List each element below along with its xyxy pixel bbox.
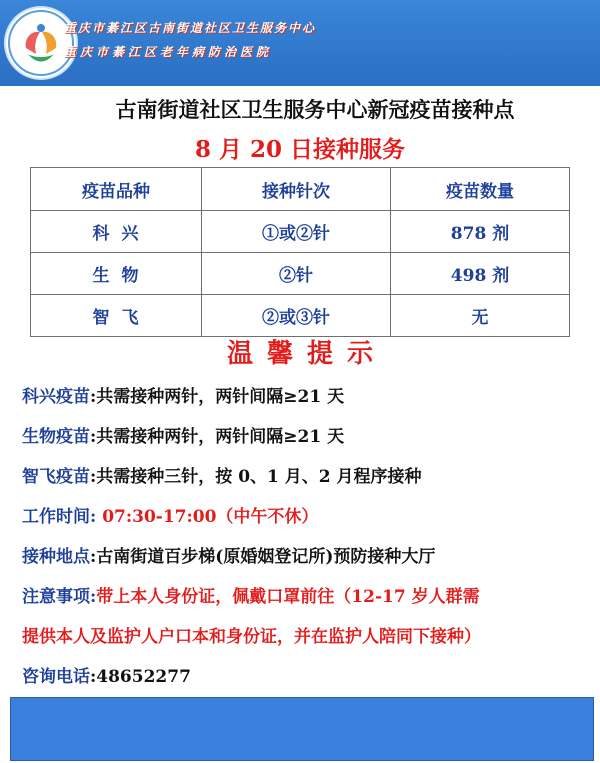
table-cell: ②或③针 xyxy=(202,295,391,337)
tips-heading: 温馨提示 xyxy=(226,339,387,369)
page-title: 古南街道社区卫生服务中心新冠疫苗接种点 xyxy=(115,97,515,122)
table-cell: 生物 xyxy=(31,253,202,295)
notice xyxy=(22,582,480,607)
table-header-cell: 疫苗品种 xyxy=(31,168,202,211)
table-row xyxy=(31,295,570,337)
page-subtitle: 8 月 20 日接种服务 xyxy=(194,136,406,163)
header-banner xyxy=(0,0,600,86)
table-row xyxy=(31,211,570,253)
org-name-line1: 重庆市綦江区古南街道社区卫生服务中心 xyxy=(64,21,317,35)
tip-zhifei xyxy=(22,462,422,487)
table-cell: 智飞 xyxy=(31,295,202,337)
consult-phone xyxy=(22,662,191,687)
tip-kexing xyxy=(22,382,344,407)
table-header-cell: 疫苗数量 xyxy=(391,168,570,211)
org-name-line2: 重庆市綦江区老年病防治医院 xyxy=(64,45,273,59)
tip-shengwu xyxy=(22,422,344,447)
notice-text: 带上本人身份证，佩戴口罩前往（12-17 岁人群需 xyxy=(96,587,480,607)
tip-text: :共需接种两针，两针间隔≥21 天 xyxy=(90,387,345,407)
table-header-cell: 接种针次 xyxy=(202,168,391,211)
tip-label: 科兴疫苗 xyxy=(22,387,90,407)
table-cell: 878 剂 xyxy=(391,211,570,253)
tip-text: :共需接种三针，按 0、1 月、2 月程序接种 xyxy=(90,467,422,487)
place-label: 接种地点 xyxy=(22,547,90,567)
table-row xyxy=(31,253,570,295)
table-cell: 498 剂 xyxy=(391,253,570,295)
table-header-row xyxy=(31,168,570,211)
tip-label: 生物疫苗 xyxy=(22,427,90,447)
table-cell: ①或②针 xyxy=(202,211,391,253)
phone-label: 咨询电话 xyxy=(22,667,90,687)
phone-value: :48652277 xyxy=(90,667,191,687)
vaccination-place xyxy=(22,542,435,567)
table-cell: 科兴 xyxy=(31,211,202,253)
vaccine-table xyxy=(30,167,570,337)
tip-text: :共需接种两针，两针间隔≥21 天 xyxy=(90,427,345,447)
notice-label: 注意事项: xyxy=(22,587,97,607)
table-cell: 无 xyxy=(391,295,570,337)
work-hours-label: 工作时间: xyxy=(22,507,97,527)
place-value: :古南街道百步梯(原婚姻登记所)预防接种大厅 xyxy=(90,547,436,567)
work-hours xyxy=(22,502,318,527)
notice-continued: 提供本人及监护人户口本和身份证，并在监护人陪同下接种） xyxy=(22,627,481,647)
table-cell: ②针 xyxy=(202,253,391,295)
tip-label: 智飞疫苗 xyxy=(22,467,90,487)
work-hours-value: 07:30-17:00（中午不休） xyxy=(96,507,319,527)
footer-banner xyxy=(10,697,594,761)
